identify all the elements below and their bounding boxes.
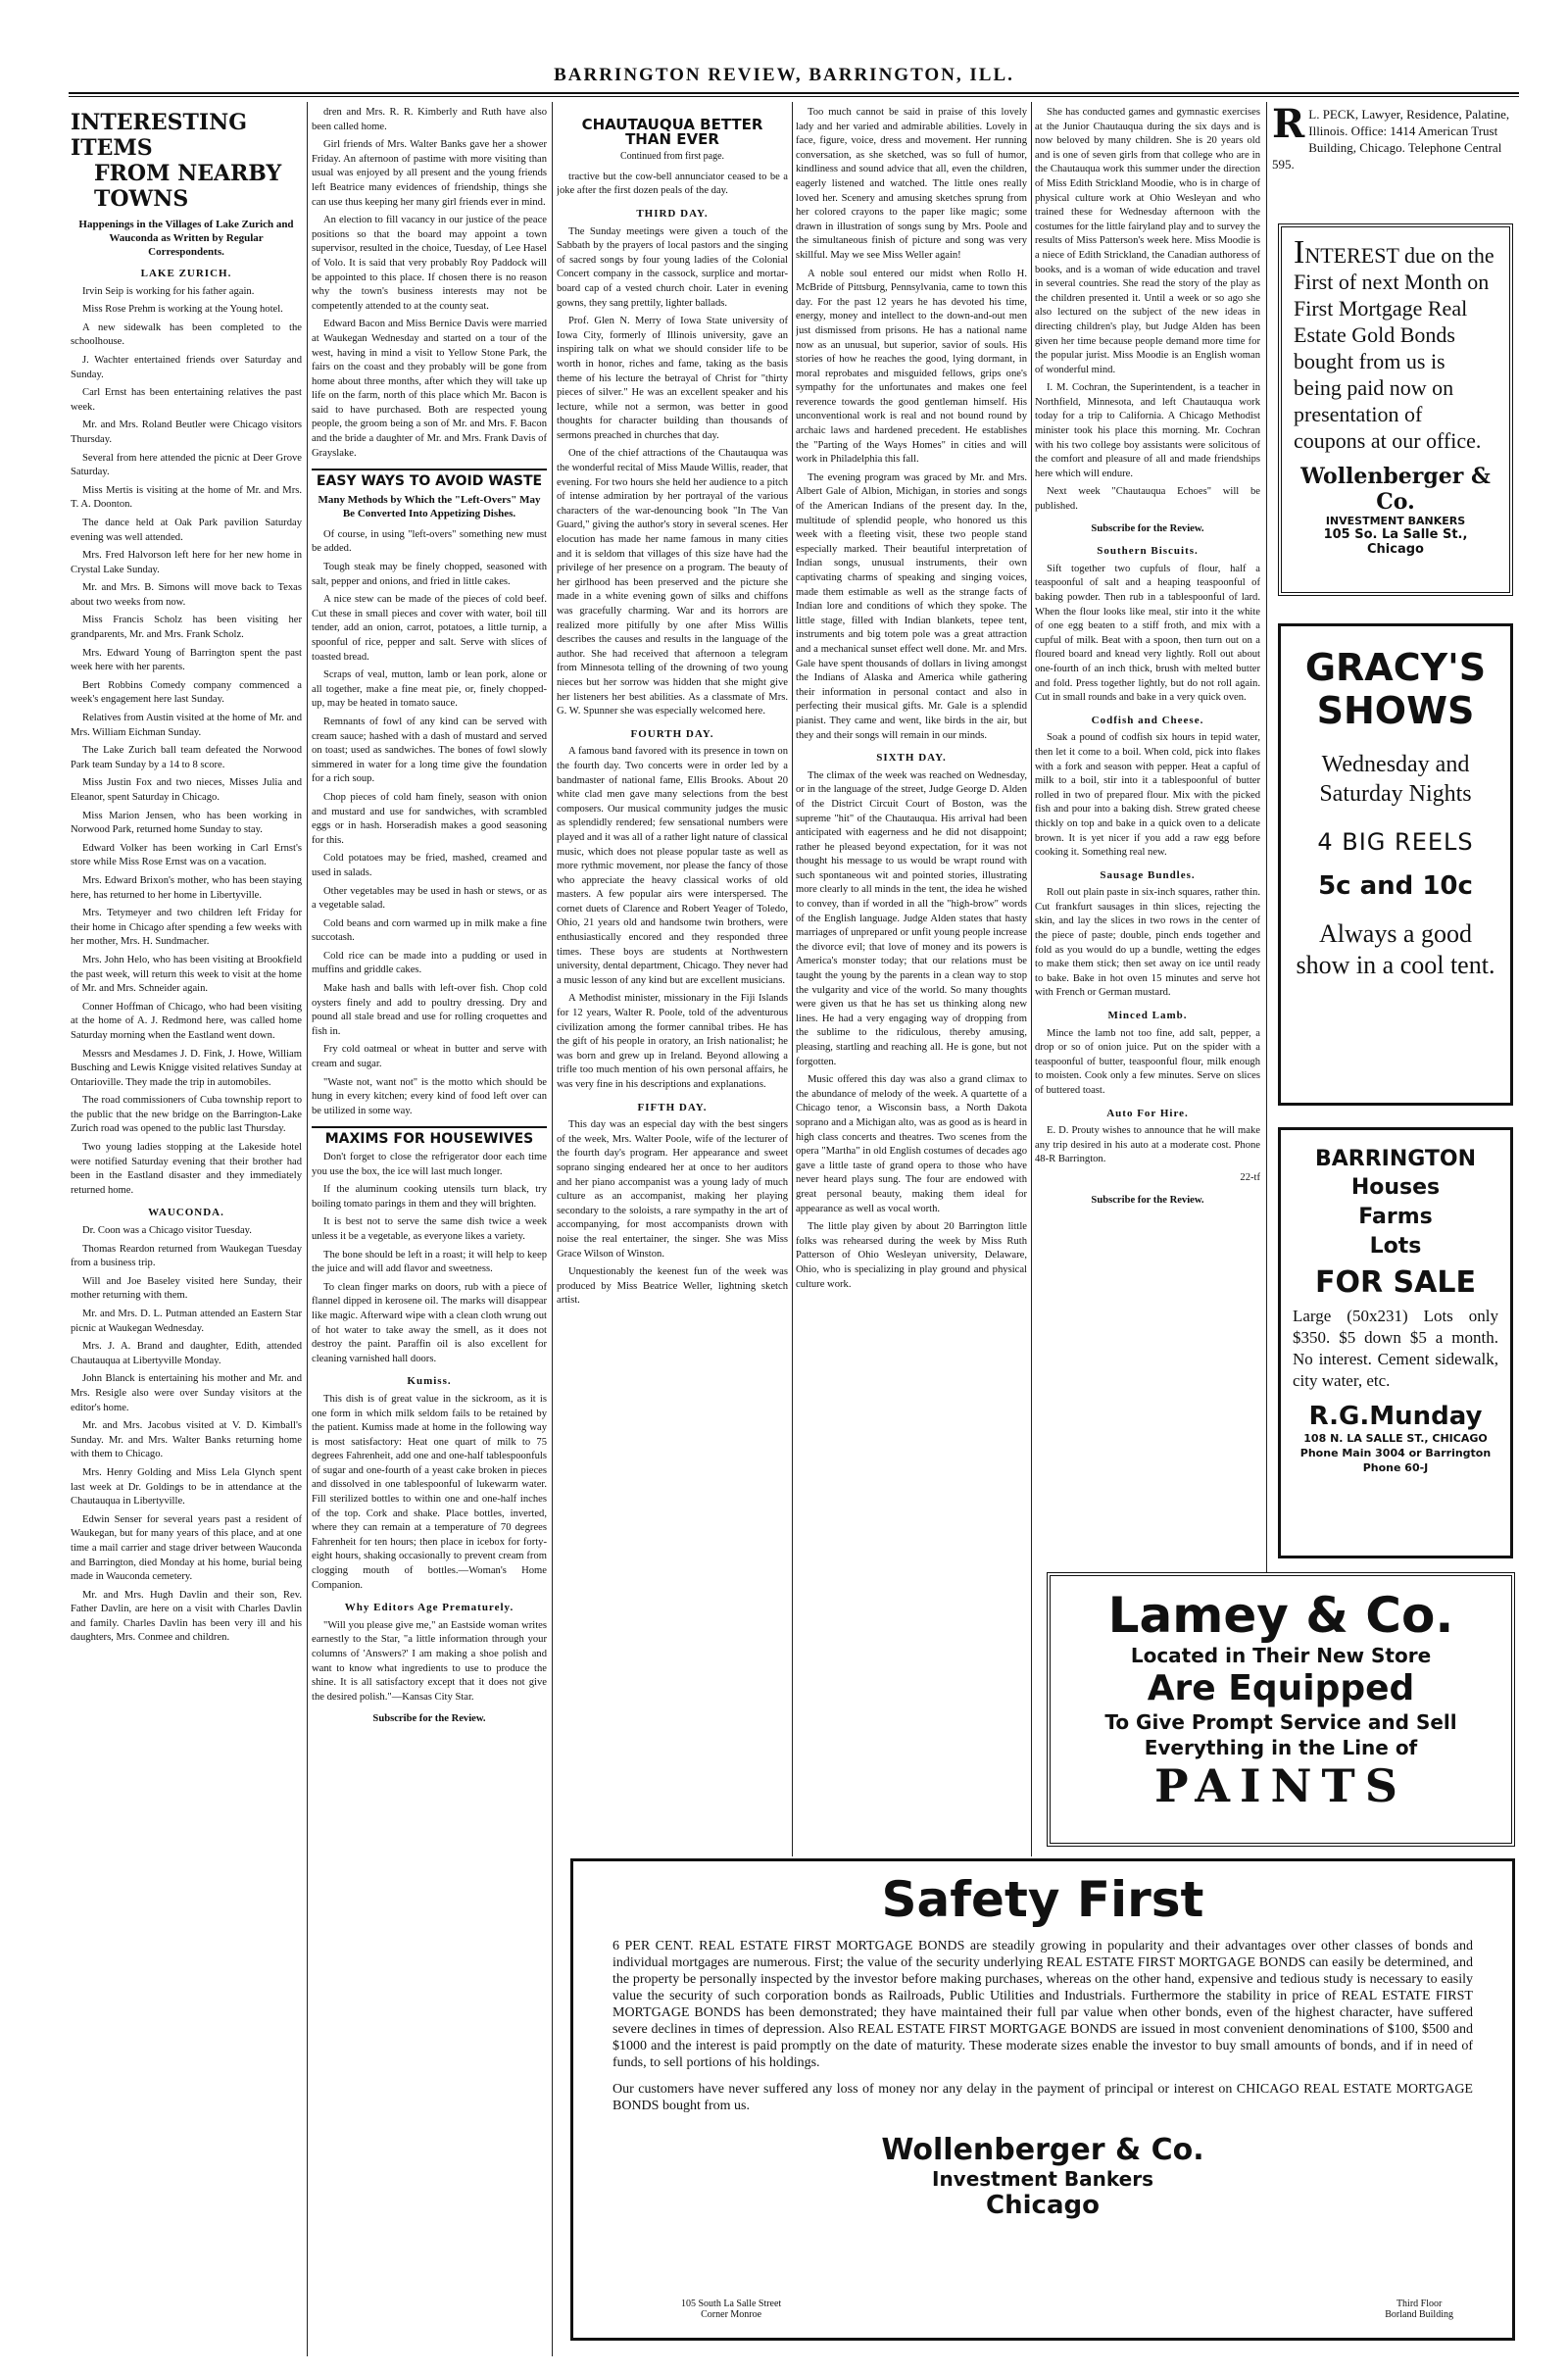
news-item: Cold rice can be made into a pudding or used in muffins and griddle cakes.: [312, 950, 547, 976]
news-item: Mrs. John Helo, who has been visiting at Brookfield the past week, will return this week to visit at the home of Mr. and Mrs. Schneider again.: [71, 954, 302, 995]
news-item: Mrs. Edward Young of Barrington spent the past week here with her parents.: [71, 647, 302, 673]
news-item: Mrs. J. A. Brand and daughter, Edith, attended Chautauqua at Libertyville Monday.: [71, 1341, 302, 1366]
news-item: Mr. and Mrs. Hugh Davlin and their son, Rev. Father Davlin, are here on a visit with Charles Davlin and family. Charles Davlin has been very ill and his daughters, Mrs. Conmee and children.: [71, 1589, 302, 1644]
safety-address-line-1: 105 South La Salle Street: [681, 2299, 782, 2309]
column-divider: [552, 102, 553, 2356]
gracys-slogan: Always a good show in a cool tent.: [1296, 919, 1495, 979]
subhead-editors: Why Editors Age Prematurely.: [344, 1602, 514, 1614]
subhead-lamb: Minced Lamb.: [1107, 1010, 1188, 1022]
subhead-sixth-day: SIXTH DAY.: [876, 752, 947, 765]
lamb-text: Mince the lamb not too fine, add salt, pepper, a drop or so of onion juice. Put on the spider with a teaspoonful of butter, teaspoonful flour, milk enough to moisten. Cook only a few minutes. Serve on slices of buttered toast.: [1035, 1027, 1260, 1096]
news-item: One of the chief attractions of the Chautauqua was the wonderful recital of Miss Maude Willis, reader, that evening. For two hours she held her audience to a pitch of intense admiration by her portrayal of the various characters of the war-denouncing book "In The Van Guard," giving the author's story in several scenes. Her elocution has made her name famous in many cities and it is seldom that villages of this size have had the privilege of her presence on a program. The beauty of her girlhood has been preserved and the picture she made in a white evening gown of silks and chiffons was gracefully charming. War and its horrors are realized more pitifully by one after Miss Willis describes the causes and results in the language of the author. She had received that afternoon a telegram from Minnesota telling of the drowning of two young nieces but her sorrow was hidden that she might give her listeners her best abilities. As a classmate of Mrs. G. W. Spunner she was especially welcomed here.: [557, 448, 788, 717]
subhead-fourth-day: FOURTH DAY.: [630, 727, 714, 740]
barrington-farms: Farms: [1358, 1205, 1433, 1229]
news-item: A new sidewalk has been completed to the schoolhouse.: [71, 321, 302, 348]
subhead-lake-zurich: LAKE ZURICH.: [140, 268, 232, 279]
headline-nearby-towns: [71, 110, 302, 212]
masthead: BARRINGTON REVIEW, BARRINGTON, ILL.: [554, 65, 1014, 85]
col5-items: [1035, 106, 1260, 515]
continued-note: Continued from first page.: [619, 151, 725, 163]
news-item: Mr. and Mrs. D. L. Putman attended an Eastern Star picnic at Waukegan Wednesday.: [71, 1309, 302, 1334]
news-item: Edward Volker has been working in Carl Ernst's store while Miss Rose Ernst was on a vacation.: [71, 842, 302, 868]
interest-text: INTEREST due on the First of next Month on First Mortgage Real Estate Gold Bonds bought from us is being paid now on presentation of coupons at our office.: [1294, 234, 1494, 453]
news-item: Edwin Senser for several years past a resident of Waukegan, but for many years of this place, and at one time a mail carrier and stage driver between Wauconda and Barrington, died Monday at his home, burial being made in Wauconda cemetery.: [71, 1513, 302, 1583]
news-item: A nice stew can be made of the pieces of cold beef. Cut these in small pieces and cover with water, boil till tender, add an onion, carrot, potatoes, a little turnip, a spoonful of rice, pepper and salt. Serve with slices of toasted bread.: [312, 594, 547, 663]
news-item: Make hash and balls with left-over fish. Chop cold oysters finely and add to poultry dressing. Dry and pound all stale bread and use for rolling croquettes and fish in.: [312, 983, 547, 1037]
subhead-third-day: THIRD DAY.: [636, 207, 709, 220]
headline-line-2: FROM NEARBY TOWNS: [94, 161, 282, 212]
news-item: A famous band favored with its presence in town on the fourth day. Two concerts were in order led by a bandmaster of national fame, Ellis Brooks. About 20 white clad men gave many selections from the best composers. Our musical community judges the music as splendidly rendered; few sensational numbers were played and it was all of a rather light nature of classical music, which does not please popular taste as well as more rythmic movement, nor please the fancy of those who appreciate the heavy classical works of old masters. A few popular airs were interspersed. The cornet duets of Clarence and Robert Yeager of Toledo, Ohio, 21 years old and handsome twin brothers, were enthusiastically encored and they responded three times. These boys are students at Northwestern university, dental department, Chicago. They never had a music lesson of any kind but are excellent musicians.: [557, 746, 788, 986]
lamey-name: Lamey & Co.: [1107, 1587, 1454, 1644]
barrington-phone-2: Phone 60-J: [1362, 1461, 1429, 1474]
barrington-lots-ad: [1278, 1127, 1513, 1558]
wauconda-continued: [312, 106, 547, 461]
news-item: The climax of the week was reached on Wednesday, or in the language of the street, Judge George D. Alden of the District Circuit Court of Boston, was the supreme "hit" of the Chautauqua. His arrival had been anticipated with eagerness and he did not disappoint; rather he pleased beyond expectation, for it was not thought his message to us would be wrapt round with such spontaneous wit and pointed stories, illustrating more clearly to all minds in the tent, the idea he wished to convey, than if worded in all the "high-brow" words of the English language. Judge Alden states that hasty marriages of unprepared or unfit young people increase the divorce evil; that love of money and its powers is America's monster today; that our relations must be taught the young by the parents in a clean way to stop the vulgarity and vice of the world. So many thoughts were given us that he has set us thinking along new lines. He had a very engaging way of dropping from the sublime to the ridiculous, thereby amusing, pleasing, startling and reaching all. He is gone, but not forgotten.: [796, 769, 1027, 1067]
safety-floor-line-1: Third Floor: [1396, 2299, 1443, 2309]
barrington-address: 108 N. LA SALLE ST., CHICAGO: [1303, 1432, 1488, 1445]
lamey-line-4: Everything in the Line of: [1144, 1736, 1418, 1759]
news-item: Too much cannot be said in praise of this lovely lady and her varied and admirable abilities. Lovely in face, figure, voice, dress and movement. Her running conversation, as she sketched, was so full of humor, kindliness and sound advice that all, even the children, eagerly listened and watched. The little ones really loved her. Scenery and amusing sketches sprung from her colored crayons to the paper like magic; some drawn in illustration of songs sung by Mrs. Poole and the simultaneous finish of picture and song was very skillful. May we see Miss Weller again!: [796, 107, 1027, 261]
interest-firm: Wollenberger & Co.: [1300, 464, 1491, 515]
news-item: J. Wachter entertained friends over Saturday and Sunday.: [71, 354, 302, 380]
lamey-paints-ad: [1047, 1572, 1515, 1847]
headline-maxims: MAXIMS FOR HOUSEWIVES: [312, 1126, 547, 1147]
news-item: Mrs. Fred Halvorson left here for her new home in Crystal Lake Sunday.: [71, 550, 302, 575]
news-item: Remnants of fowl of any kind can be served with cream sauce; hashed with a dash of mustard and served on toast; used as sandwiches. The bones of fowl slowly simmered in water for a long time give the foundation for a rich soup.: [312, 716, 547, 785]
news-item: Carl Ernst has been entertaining relatives the past week.: [71, 387, 302, 413]
subscribe-note: Subscribe for the Review.: [372, 1713, 486, 1725]
news-item: Miss Rose Prehm is working at the Young hotel.: [82, 304, 283, 316]
chautauqua-intro: tractive but the cow-bell annunciator ceased to be a joke after the first dozen peals of the day.: [557, 171, 788, 197]
safety-sub: Investment Bankers: [932, 2167, 1153, 2191]
news-item: A Methodist minister, missionary in the Fiji Islands for 12 years, Walter R. Poole, told of the adventurous civilization among the former cannibal tribes. He has the gift of his people in oratory, an Irish nationalist; he was born and grew up in Ireland. Beyond allowing a trifle too much mention of his own personal affairs, he was very fine in his descriptions and explanations.: [557, 993, 788, 1090]
barrington-agent: R.G.Munday: [1308, 1402, 1483, 1431]
news-item: Music offered this day was also a grand climax to the abundance of melody of the week. A quartette of a Chicago tenor, a Wisconsin bass, a North Dakota soprano and a Michigan alto, was as good as is heard in high class concerts and theatres. Two scenes from the opera "Martha" in old English costumes of decades ago gave a little taste of grand opera to those who have never heard plays sung. The four are endowed with great personal beauty, making them ideal for appearance as well as vocal worth.: [796, 1074, 1027, 1214]
safety-title: Safety First: [881, 1871, 1204, 1928]
news-item: The evening program was graced by Mr. and Mrs. Albert Gale of Albion, Michigan, in stories and songs of the American Indians of the present day. In the, multitude of splendid people, who honored us this week with a fleeting visit, these two people stand especially marked. Their beautiful interpretation of Indian songs, unusual instruments, their own captivating charms of speaking and singing voices, made them estimable as well as the strange facts of Indian lore and conditions of which they spoke. The little stage, filled with Indian blankets, tepee tent, instruments and big totem pole was a great attraction and a mechanical sunset effect well done. Mr. and Mrs. Gale have spent thousands of dollars in living amongst the Indians of Alaska and America while gathering their information in personal contact and also in perfecting their musical gifts. Mr. Gale is a splendid pianist. They came and went, like birds in the air, but they and their songs will remain in our minds.: [796, 471, 1027, 741]
news-item: Relatives from Austin visited at the home of Mr. and Mrs. William Eichman Sunday.: [71, 713, 302, 738]
news-item: A noble soul entered our midst when Rollo H. McBride of Pittsburg, Pennsylvania, came to town this day. For the past 12 years he has devoted his time, energy, money and intellect to the down-and-out men just dismissed from prisons. He has a national name now as an unusual, but superior, savior of souls. His stories of how he reaches the good, lying dormant, in moral reprobates and misguided fellows, grips one's sympathy for the unfortunates and makes one feel reverence towards the good gentleman himself. His unconventional work is real and not bound round by archaic laws and hardened precedent. He establishes the "Parting of the Ways Homes" in cities and will work in Philadelphia this fall.: [796, 268, 1027, 466]
subhead-kumiss: Kumiss.: [407, 1375, 452, 1388]
column-nearby-towns: [71, 106, 302, 2360]
lamey-line-1: Located in Their New Store: [1130, 1644, 1432, 1667]
lamey-line-3: To Give Prompt Service and Sell: [1104, 1710, 1457, 1734]
news-item: Mrs. Henry Golding and Miss Lela Glynch spent last week at Dr. Goldings to be in attendance at the Chautauqua in Libertyville.: [71, 1466, 302, 1508]
news-item: Don't forget to close the refrigerator door each time you use the box, the ice will last much longer.: [312, 1152, 547, 1177]
news-item: Miss Marion Jensen, who has been working in Norwood Park, returned home Sunday to stay.: [71, 810, 302, 836]
news-item: Tough steak may be finely chopped, seasoned with salt, pepper and onions, and fried in little cakes.: [312, 562, 547, 587]
subhead-sausage: Sausage Bundles.: [1100, 868, 1196, 881]
news-item: Will and Joe Baseley visited here Sunday, their mother returning with them.: [71, 1275, 302, 1302]
barrington-title: BARRINGTON: [1314, 1147, 1477, 1171]
headline-chautauqua: CHAUTAUQUA BETTER THAN EVER: [581, 116, 763, 148]
wauconda-items: [71, 1224, 302, 1646]
interest-sub: INVESTMENT BANKERS: [1325, 515, 1466, 527]
subhead-wauconda: WAUCONDA.: [148, 1207, 224, 1219]
column-divider: [307, 102, 308, 2356]
barrington-for-sale: FOR SALE: [1315, 1265, 1476, 1300]
news-item: Several from here attended the picnic at Deer Grove Saturday.: [71, 452, 302, 478]
editors-text: "Will you please give me," an Eastside woman writes earnestly to the Star, "a little information through your columns of 'Answers?' I am making a shoe polish and want to know what ingredients to use to produce the shine. It is all satisfactory except that it does not give the desired polish."—Kansas City Star.: [312, 1619, 547, 1703]
headline-dek: Happenings in the Villages of Lake Zurich and Wauconda as Written by Regular Correspondents.: [78, 219, 294, 258]
news-item: John Blanck is entertaining his mother and Mr. and Mrs. Resigle also were over Sunday visitors at the editor's home.: [71, 1373, 302, 1413]
dek-avoid-waste: Many Methods by Which the "Left-Overs" May Be Converted Into Appetizing Dishes.: [318, 493, 541, 519]
gracys-days: Wednesday and Saturday Nights: [1319, 752, 1472, 807]
news-item: The Sunday meetings were given a touch of the Sabbath by the prayers of local pastors and the singing of sacred songs by four young ladies of the Colonial Concert company in the cassock, surplice and mortar-board cap of a vested church choir. Later in evening gowns, they sang prettily, lighter ballads.: [557, 225, 788, 309]
news-item: The bone should be left in a roast; it will help to keep the juice and will add flavor and sweetness.: [312, 1249, 547, 1275]
headline-line-1: INTERESTING ITEMS: [71, 110, 248, 161]
barrington-lots: Lots: [1369, 1234, 1422, 1259]
lamey-paints: PAINTS: [1154, 1759, 1407, 1812]
peck-text: L. PECK, Lawyer, Residence, Palatine, Illinois. Office: 1414 American Trust Building, Chicago. Telephone Central 595.: [1272, 107, 1510, 172]
third-day-items: [557, 225, 788, 719]
news-item: Mr. and Mrs. B. Simons will move back to Texas about two weeks from now.: [71, 582, 302, 608]
news-item: If the aluminum cooking utensils turn black, try boiling tomato parings in them and they will brighten.: [312, 1184, 547, 1210]
news-item: Dr. Coon was a Chicago visitor Tuesday.: [82, 1225, 252, 1237]
news-item: Miss Justin Fox and two nieces, Misses Julia and Eleanor, spent Saturday in Chicago.: [71, 777, 302, 803]
peck-lawyer-card: [1272, 101, 1517, 173]
column-two: [312, 106, 547, 2360]
news-item: "Waste not, want not" is the motto which should be hung in every kitchen; every kind of food left over can be utilized in some way.: [312, 1076, 547, 1116]
news-item: It is best not to serve the same dish twice a week unless it be a vegetable, as everyone likes a variety.: [312, 1216, 547, 1242]
subhead-codfish: Codfish and Cheese.: [1091, 714, 1204, 726]
codfish-text: Soak a pound of codfish six hours in tepid water, then let it come to a boil. When cold, pick into flakes with a fork and season with pepper. Heat a capful of milk to a boil, stir into it a tablespoonful of butter rolled in two of prepared flour. Mix with the picked fish and pour into a baking dish. Strew grated cheese thickly on top and bake in a quick oven to a delicate brown. It is yet nicer if you add a raw egg before cooking it. Something real new.: [1035, 732, 1260, 859]
news-item: Messrs and Mesdames J. D. Fink, J. Howe, William Busching and Lewis Knigge visited relatives Sunday at Ontarioville. They made the trip in automobiles.: [71, 1048, 302, 1088]
news-item: An election to fill vacancy in our justice of the peace positions so that the board may appoint a town supervisor, resulted in the choice, Tuesday, of Lee Hasel of Volo. It is said that very probably Roy Paddock will be appointed to this place. If chosen there is no reason why the town's business interests may not be competently attended to at the county seat.: [312, 215, 547, 312]
safety-body-1: 6 PER CENT. REAL ESTATE FIRST MORTGAGE BONDS are steadily growing in popularity and their advantages over other classes of bonds and individual mortgages are numerous. First; the value of the security underlying REAL ESTATE FIRST MORTGAGE BONDS can easily be determined, and the property be personally inspected by the investor before making purchases, whereas on the other hand, expensive and tedious study is necessary to easily value the security of such corporation bonds as Railroads, Public Utilities and Industrials. Furthermore the stability in price of REAL ESTATE FIRST MORTGAGE BONDS has been demonstrated; they have maintained their full par value when other bonds, even of the highest character, have suffered severe declines in times of depression. Also REAL ESTATE FIRST MORTGAGE BONDS are issued in most convenient denominations of $100, $500 and $1000 and the interest is paid promptly on the date of maturity. These moderate sizes enable the investor to buy small amounts of bonds, and if in need of funds, to sell portions of his holdings.: [612, 1939, 1473, 2070]
news-item: Prof. Glen N. Merry of Iowa State university of Iowa City, formerly of Illinois university, gave an inspiring talk on what we should consider life to be worth in honor, riches and fame, taking as the basis theme of his lecture the betrayal of Christ for "thirty pieces of silver." He was an excellent speaker and his lecture, while not a sermon, was better in good thoughts for character building than thousands of sermons preached in churches that day.: [557, 316, 788, 441]
gracys-price: 5c and 10c: [1318, 871, 1473, 901]
news-item: Cold beans and corn warmed up in milk make a fine succotash.: [312, 917, 547, 944]
masthead-rule-thin: [69, 96, 1519, 97]
column-divider: [1266, 102, 1267, 1572]
subhead-auto: Auto For Hire.: [1106, 1107, 1189, 1119]
waste-items: [312, 528, 547, 1119]
column-four: [796, 106, 1027, 1870]
news-item: Scraps of veal, mutton, lamb or lean pork, alone or all together, make a fine meat pie, or, finely chopped-up, may be heated in tomato sauce.: [312, 669, 547, 710]
masthead-rule: [69, 92, 1519, 94]
safety-city: Chicago: [986, 2191, 1100, 2220]
fifth-day-items: [557, 1118, 788, 1309]
biscuits-text: Sift together two cupfuls of flour, half a teaspoonful of salt and a heaping teaspoonful of baking powder. Then rub in a tablespoonful of lard. When the flour looks like meal, stir into it the white of one egg beaten to a stiff froth, and mix with a cupful of milk. Beat with a spoon, then turn out on a floured board and knead very lightly. Roll out about one-fourth of an inch thick, brush with melted butter and fold. Press together lightly, but do not roll again. Cut in small rounds and bake in a very quick oven.: [1035, 563, 1260, 704]
news-item: Conner Hoffman of Chicago, who had been visiting at the home of A. J. Redmond here, was called home Saturday morning when the Eastland went down.: [71, 1001, 302, 1041]
barrington-desc: Large (50x231) Lots only $350. $5 down $5 a month. No interest. Cement sidewalk, city water, etc.: [1293, 1307, 1498, 1390]
news-item: The Lake Zurich ball team defeated the Norwood Park team Sunday by a 14 to 8 score.: [71, 745, 302, 770]
news-item: This day was an especial day with the best singers of the week, Mrs. Walter Poole, wife of the lecturer of the fourth day's program. Her appearance and sweet soprano singing endeared her at once to her auditors and her piano accompanist was a young lady of much culture as an accompanist, making her playing secondary to the soloists, a rare sympathy in the art of accompanying, for most accompanists drown with noise the real entertainer, the singer. She was Miss Grace Wilson of Winston.: [557, 1119, 788, 1260]
news-item: To clean finger marks on doors, rub with a piece of flannel dipped in kerosene oil. The marks will disappear like magic. Afterward wipe with a clean cloth wrung out of hot water to take away the smell, as it does not destroy the paint. Paraffin oil is also excellent for cleaning varnished hall doors.: [312, 1281, 547, 1364]
news-item: Fry cold oatmeal or wheat in butter and serve with cream and sugar.: [312, 1044, 547, 1070]
news-item: Miss Francis Scholz has been visiting her grandparents, Mr. and Mrs. Frank Scholz.: [71, 615, 302, 641]
kumiss-text: This dish is of great value in the sickroom, as it is one form in which milk seldom fails to be retained by the patient. Kumiss made at home in the following way is most satisfactory: Heat one quart of milk to 75 degrees Fahrenheit, add one and one-half tablespoonfuls of sugar and one-fourth of a yeast cake broken in pieces and dissolved in one tablespoonful of lukewarm water. Fill sterilized bottles to within one and one-half inches of the top. Cork and shake. Place bottles, inverted, where they can remain at a temperature of 70 degrees Fahrenheit for ten hours; then place in icebox for forty-eight hours, shaking occasionally to prevent cream from clogging mouth of bottles.—Woman's Home Companion.: [312, 1393, 547, 1591]
barrington-houses: Houses: [1350, 1175, 1441, 1200]
news-item: The little play given by about 20 Barrington little folks was rehearsed during the week by Miss Ruth Patterson of Ohio Wesleyan university, Delaware, Ohio, who is specializing in play ground and physical culture work.: [796, 1221, 1027, 1290]
news-item: The road commissioners of Cuba township report to the public that the new bridge on the Barrington-Lake Zurich road was opened to the public last Thursday.: [71, 1095, 302, 1135]
lamey-line-2: Are Equipped: [1147, 1668, 1415, 1708]
safety-address-line-2: Corner Monroe: [701, 2309, 762, 2320]
news-item: dren and Mrs. R. R. Kimberly and Ruth have also been called home.: [312, 107, 547, 132]
interest-address: 105 So. La Salle St., Chicago: [1323, 527, 1468, 557]
news-item: Bert Robbins Comedy company commenced a week's engagement here last Sunday.: [71, 679, 302, 706]
news-item: The dance held at Oak Park pavilion Saturday evening was well attended.: [71, 517, 302, 543]
news-item: Mrs. Tetymeyer and two children left Friday for their home in Chicago after spending a few weeks with her mother, Mrs. H. Sundmacher.: [71, 908, 302, 948]
column-divider: [1031, 102, 1032, 1856]
news-item: Chop pieces of cold ham finely, season with onion and mustard and use for sandwiches, with scrambled eggs or in hash. Horseradish makes a good seasoning for this.: [312, 791, 547, 846]
gracys-reels: 4 BIG REELS: [1317, 828, 1474, 856]
col4-items: [796, 106, 1027, 743]
sixth-day-items: [796, 769, 1027, 1292]
news-item: Mr. and Mrs. Roland Beutler were Chicago visitors Thursday.: [71, 420, 302, 445]
safety-floor: [1385, 2299, 1453, 2320]
barrington-phone-1: Phone Main 3004 or Barrington: [1299, 1447, 1492, 1459]
fourth-day-items: [557, 745, 788, 1092]
news-item: Irvin Seip is working for his father again.: [82, 285, 255, 297]
news-item: Cold potatoes may be fried, mashed, creamed and used in salads.: [312, 853, 547, 878]
news-item: Edward Bacon and Miss Bernice Davis were married at Waukegan Wednesday and started on a tour of the west, having in mind a visit to Yellow Stone Park, the fairs on the coast and they probably will be gone from home about three months, after which they will take up life on the farm, north of this place which Mr. Bacon is said to have purchased. Both are respected young people, the groom being a son of Mr. and Mrs. F. Bacon and the bride a daughter of Mr. and Mrs. Frank Davis of Grayslake.: [312, 319, 547, 459]
auto-text: E. D. Prouty wishes to announce that he will make any trip desired in his auto at a moderate cost. Phone 48-R Barrington.: [1035, 1125, 1260, 1165]
subhead-fifth-day: FIFTH DAY.: [637, 1101, 708, 1113]
headline-avoid-waste: EASY WAYS TO AVOID WASTE: [312, 469, 547, 489]
subscribe-note: Subscribe for the Review.: [1091, 1194, 1204, 1206]
lake-zurich-items: [71, 285, 302, 1199]
maxims-items: [312, 1151, 547, 1366]
news-item: Mr. and Mrs. Jacobus visited at V. D. Kimball's Sunday. Mr. and Mrs. Walter Banks returning home with them to Chicago.: [71, 1420, 302, 1460]
news-item: Next week "Chautauqua Echoes" will be published.: [1035, 486, 1260, 513]
safety-firm: Wollenberger & Co.: [881, 2133, 1204, 2167]
news-item: Other vegetables may be used in hash or stews, or as a vegetable salad.: [312, 885, 547, 912]
subhead-biscuits: Southern Biscuits.: [1097, 545, 1199, 558]
drop-cap: R: [1272, 101, 1305, 147]
news-item: Thomas Reardon returned from Waukegan Tuesday from a business trip.: [71, 1243, 302, 1269]
gracys-shows-ad: [1278, 623, 1513, 1106]
column-chautauqua: [557, 106, 788, 1870]
safety-first-ad: [570, 1858, 1515, 2341]
interest-ad: [1278, 223, 1513, 596]
gracys-title-1: GRACY'S: [1304, 646, 1487, 689]
news-item: I. M. Cochran, the Superintendent, is a teacher in Northfield, Minnesota, and left Chautauqua work today for a trip to California. A Chicago Methodist minister took his place this morning. Mr. Cochran with his two college boy assistants were solicitous of the comfort and pleasure of all and made friendships here which will endure.: [1035, 382, 1260, 479]
sausage-text: Roll out plain paste in six-inch squares, rather thin. Cut frankfurt sausages in thin slices, rejecting the skin, and lay the slices in two rows in the center of the piece of paste; double, pinch ends together and fold as you would do up a bundle, wetting the edges to make them stick; then set away on ice until ready to bake. Bake in hot oven 15 minutes and serve hot with French or German mustard.: [1035, 887, 1260, 999]
news-item: Girl friends of Mrs. Walter Banks gave her a shower Friday. An afternoon of pastime with more visiting than usual was enjoyed by all present and the young friends left Beatrice many evidences of friendship, things she can use thus keeping her many girl friends ever in mind.: [312, 139, 547, 208]
news-item: Mrs. Edward Brixon's mother, who has been staying here, has returned to her home in Libertyville.: [71, 874, 302, 901]
auto-code: 22-tf: [1240, 1171, 1260, 1183]
safety-address: [681, 2299, 781, 2320]
news-item: Two young ladies stopping at the Lakeside hotel were notified Saturday evening that their brother had been in the Eastland disaster and they immediately returned home.: [71, 1142, 302, 1196]
safety-body-2: Our customers have never suffered any loss of money nor any delay in the payment of principal or interest on CHICAGO REAL ESTATE MORTGAGE BONDS bought from us.: [612, 2082, 1473, 2113]
subscribe-note: Subscribe for the Review.: [1091, 522, 1204, 534]
news-item: She has conducted games and gymnastic exercises at the Junior Chautauqua during the six days and is now beloved by many children. She is 20 years old and is one of seven girls from that college who are in the Chautauqua work this summer under the direction of Miss Edith Strickland Moodie, who is in charge of physical culture work at Ohio Wesleyan and who trained these for Wednesday afternoon with the costumes for the little fairyland play and to survey the results of Miss Patterson's week here. Miss Moodie is a niece of Edith Strickland, the Canadian authoress of books, and is a woman of wide education and travel in several countries. She read the story of the play as the children presented it. Until a week or so ago she also lectured on the subject of the new ideas in directing children's play, but Judge Alden has been given her time because people demand more time for the popular jurist. Miss Moodie is an English woman of wonderful mind.: [1035, 107, 1260, 375]
news-item: Miss Mertis is visiting at the home of Mr. and Mrs. T. A. Doonton.: [71, 484, 302, 511]
news-item: Unquestionably the keenest fun of the week was produced by Miss Beatrice Weller, lightning sketch artist.: [557, 1266, 788, 1307]
safety-floor-line-2: Borland Building: [1385, 2309, 1453, 2320]
gracys-title-2: SHOWS: [1316, 689, 1475, 732]
column-divider: [792, 102, 793, 1856]
news-item: Of course, in using "left-overs" something new must be added.: [312, 528, 547, 555]
